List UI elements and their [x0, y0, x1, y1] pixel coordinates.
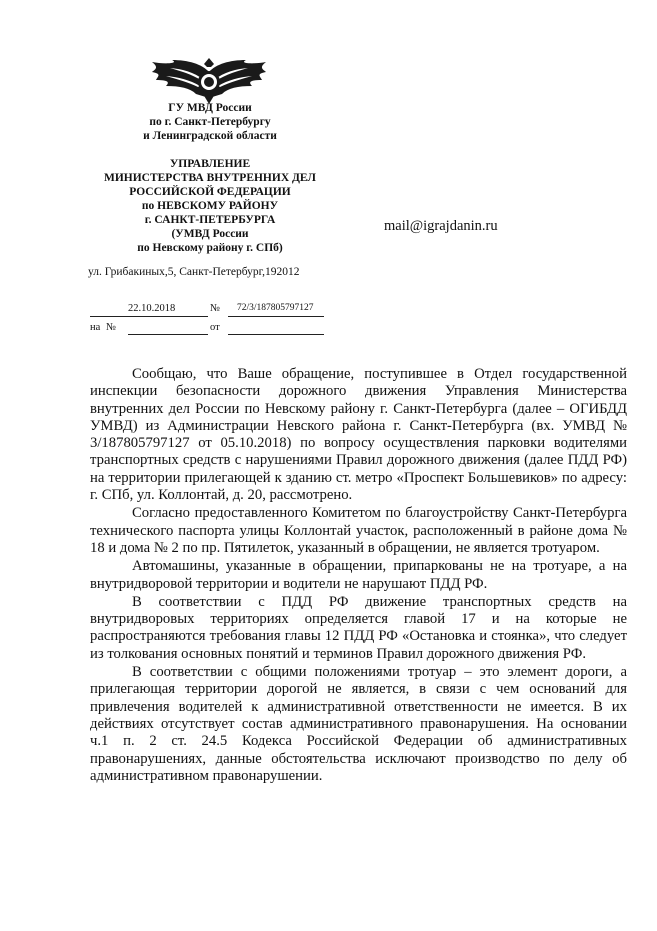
registration-date: 22.10.2018 — [128, 303, 176, 314]
mvd-emblem-icon — [150, 58, 268, 104]
body-paragraph: В соответствии с общими положениями тротуар – это элемент дороги, а прилегающая территории дорогой не является, в связи с чем оснований для привлечения водителей к административной ответственности не имеется. В их действиях отсутствует состав административного правонарушения. На основании ч.1 п. 2 ст. 24.5 Кодекса Российской Федерации об административных правонарушениях, данные обстоятельства исключают производство по делу об административном правонарушении. — [90, 664, 627, 784]
organization-header — [60, 101, 360, 143]
body-paragraph: Согласно предоставленного Комитетом по благоустройству Санкт-Петербурга технического паспорта улицы Коллонтай участок, расположенный в районе дома № 18 и дома № 2 по пр. Пятилеток, указанный в обращении, не является тротуаром. — [90, 505, 627, 556]
org-line: ГУ МВД России — [168, 102, 252, 114]
recipient-email: mail@igrajdanin.ru — [384, 218, 498, 234]
dept-line: г. САНКТ-ПЕТЕРБУРГА — [144, 214, 276, 226]
number-underline — [228, 316, 324, 317]
org-line: и Ленинградской области — [143, 130, 277, 142]
body-paragraph: Сообщаю, что Ваше обращение, поступившее в Отдел государственной инспекции безопасности дорожного движения Управления Министерства внутренних дел России по Невскому району г. Санкт-Петербурга (далее – ОГИБДД УМВД) из Администрации Невского района г. Санкт-Петербурга (вх. УМВД № 3/187805797127 от 05.10.2018) по вопросу осуществления парковки водителями транспортных средств с нарушениями Правил дорожного движения (далее ПДД РФ) на территории прилегающей к зданию ст. метро «Проспект Большевиков» по адресу: г. СПб, ул. Коллонтай, д. 20, рассмотрено. — [90, 366, 627, 504]
body-paragraph: Автомашины, указанные в обращении, припаркованы не на тротуаре, а на внутридворовой территории и водители не нарушают ПДД РФ. — [90, 558, 627, 592]
dept-line: по Невскому району г. СПб) — [137, 242, 283, 254]
dept-line: по НЕВСКОМУ РАЙОНУ — [141, 200, 279, 212]
sender-address: ул. Грибакиных,5, Санкт-Петербург,192012 — [88, 266, 300, 278]
department-header — [60, 157, 360, 255]
date-underline — [90, 316, 208, 317]
dept-line: РОССИЙСКОЙ ФЕДЕРАЦИИ — [129, 186, 291, 198]
dept-line: (УМВД России — [171, 228, 249, 240]
from-underline — [228, 334, 324, 335]
registration-number: 72/3/187805797127 — [237, 303, 314, 313]
registration-number-symbol: № — [210, 303, 221, 314]
on-number-symbol: № — [106, 322, 117, 333]
org-line: по г. Санкт-Петербургу — [149, 116, 271, 128]
on-label: на — [90, 322, 101, 333]
dept-line: МИНИСТЕРСТВА ВНУТРЕННИХ ДЕЛ — [103, 172, 317, 184]
on-number-underline — [128, 334, 208, 335]
body-paragraph: В соответствии с ПДД РФ движение транспортных средств на внутридворовых территориях определяется главой 17 и на которые не распространяются требования главы 12 ПДД РФ «Остановка и стоянка», что следует из толкования основных понятий и терминов Правил дорожного движения РФ. — [90, 593, 627, 662]
letter-body — [90, 366, 627, 786]
from-label: от — [210, 322, 220, 333]
dept-line: УПРАВЛЕНИЕ — [169, 158, 251, 170]
